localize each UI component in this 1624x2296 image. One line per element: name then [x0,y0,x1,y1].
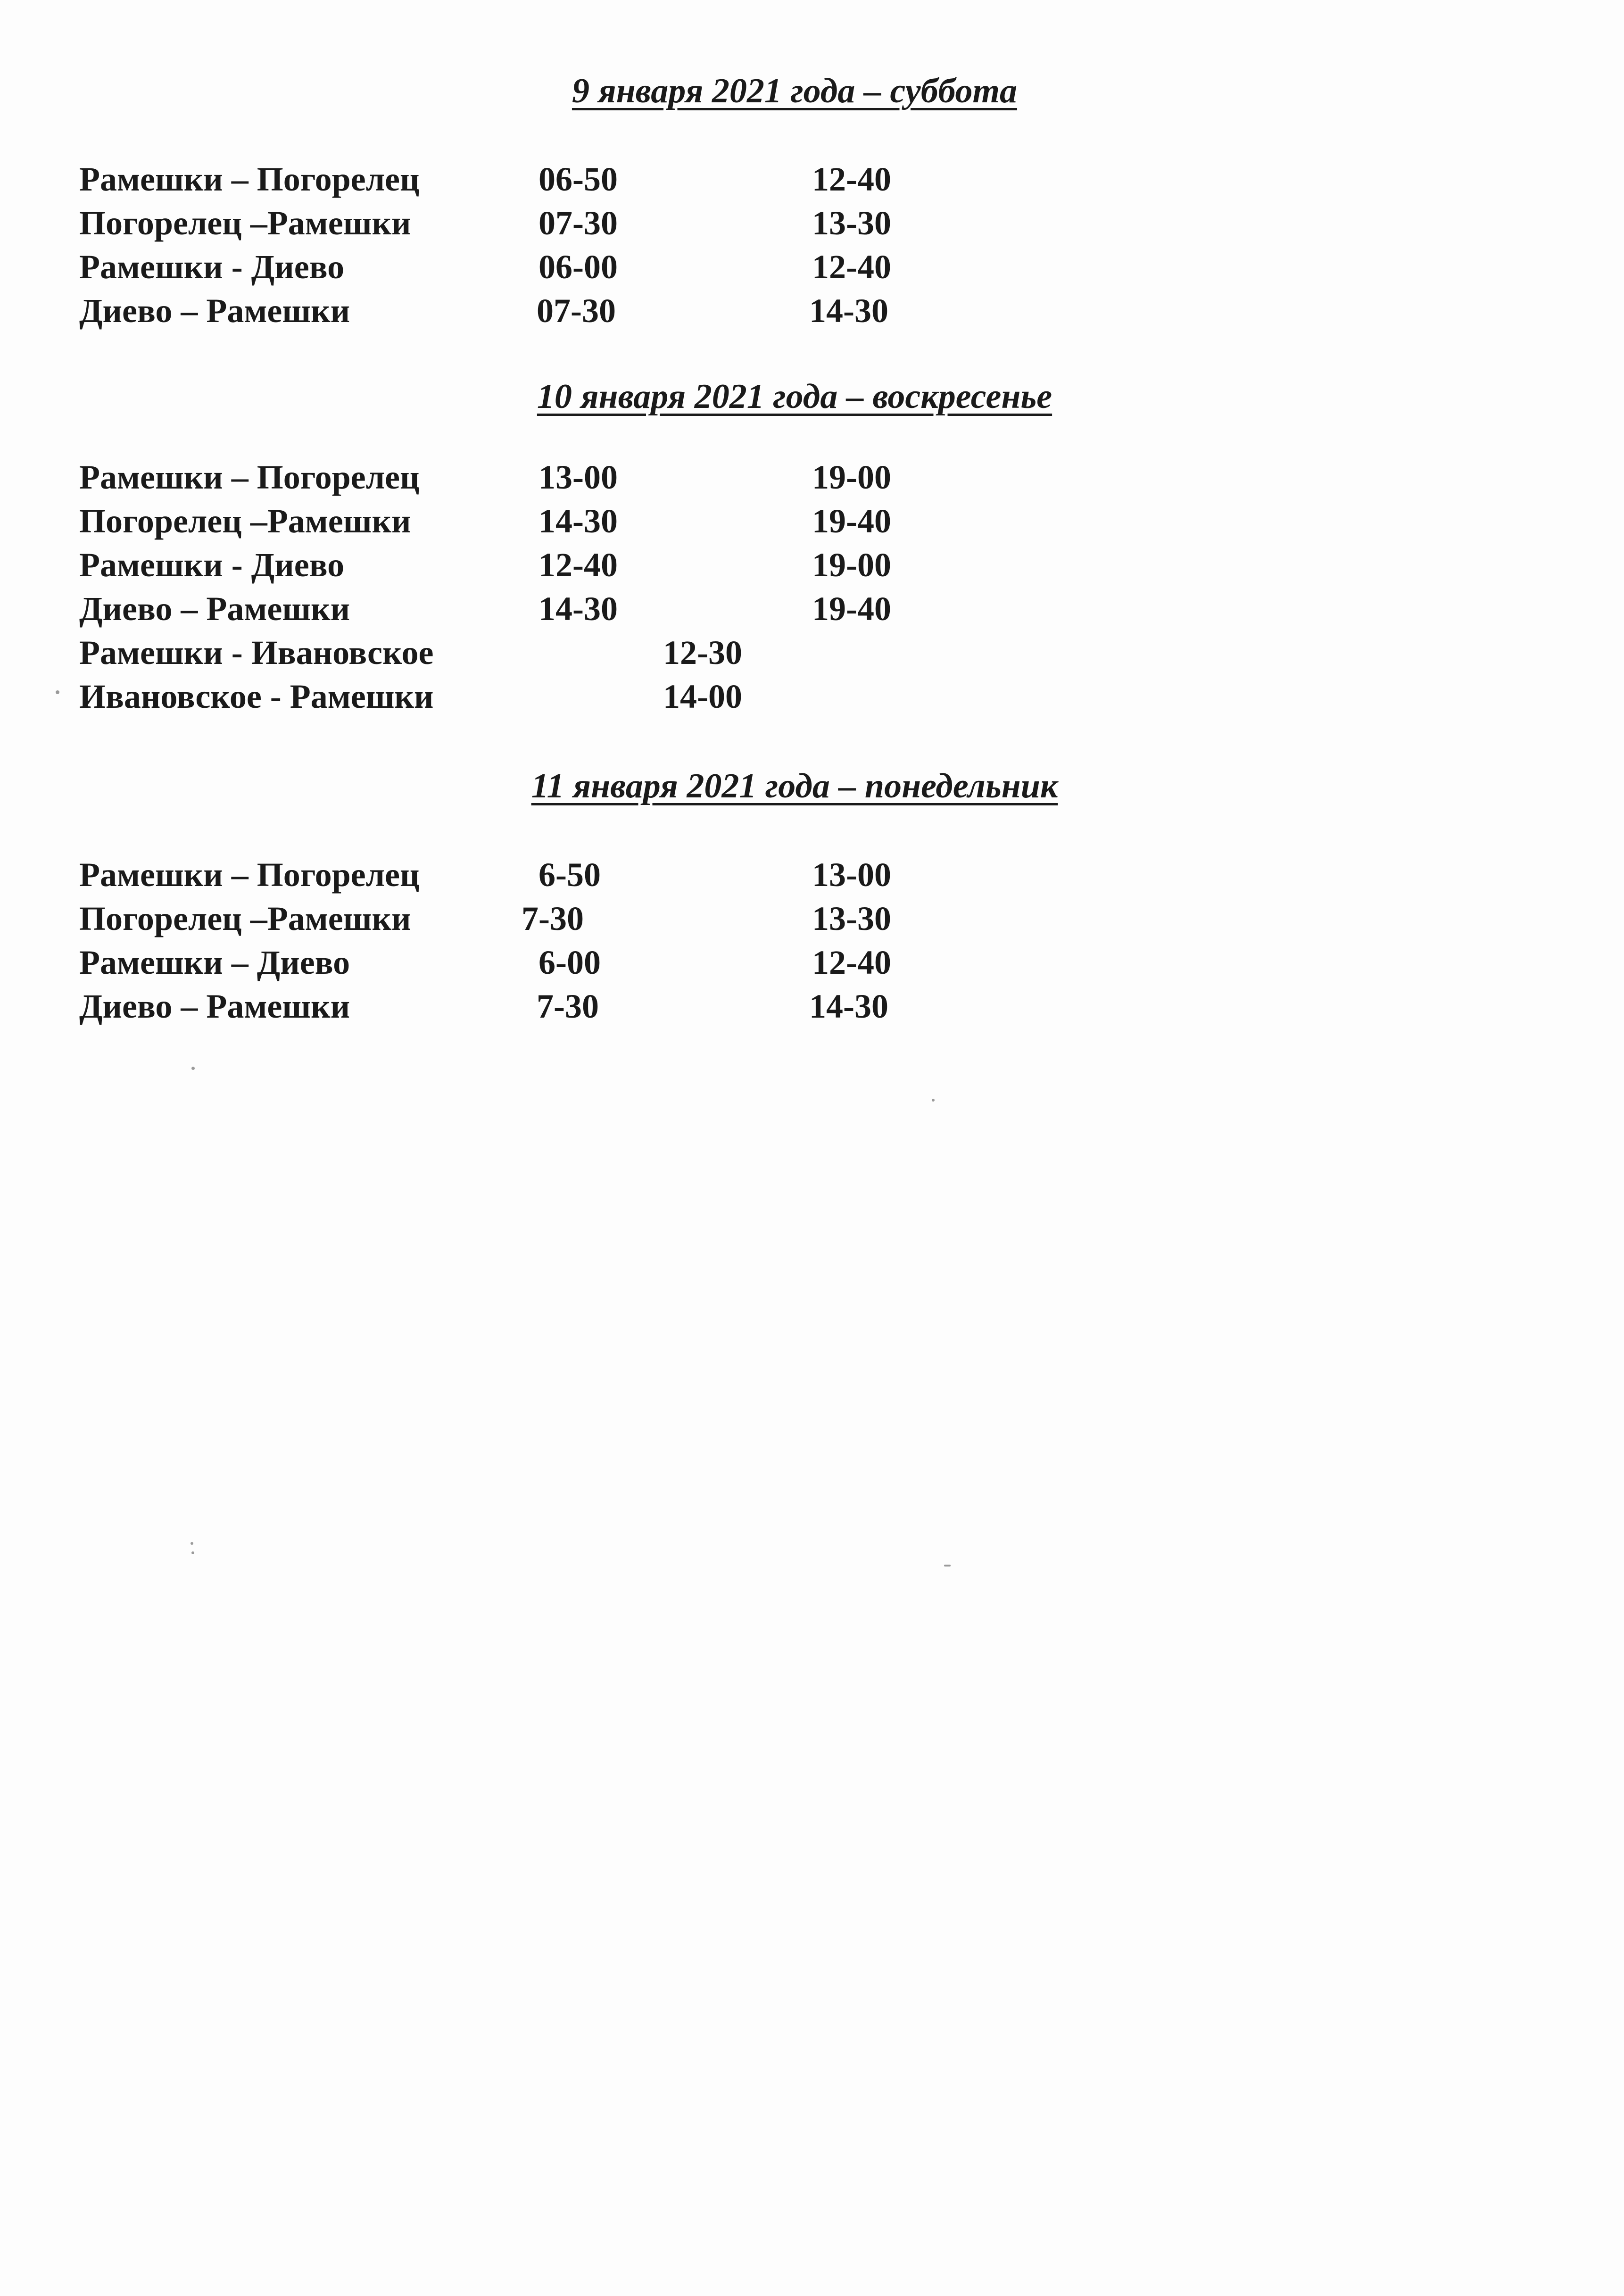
schedule-row [0,853,1624,897]
departure-time-1: 6-00 [539,944,601,981]
departure-time-1: 06-00 [539,248,618,286]
departure-time-2: 13-30 [812,900,891,937]
departure-time-1: 07-30 [537,292,616,330]
departure-time-2: 12-40 [812,248,891,286]
route-name: Диево – Рамешки [79,987,350,1025]
departure-time-1: 14-30 [539,502,618,540]
departure-time-2: 19-00 [812,546,891,584]
departure-time-2: 19-40 [812,590,891,628]
departure-time-1: 06-50 [539,160,618,198]
departure-time-2: 13-00 [812,856,891,894]
route-name: Рамешки - Диево [79,248,345,286]
section-heading-jan-9 [0,70,1589,112]
route-name: Рамешки – Диево [79,944,350,981]
route-name: Погорелец –Рамешки [79,502,411,540]
scan-speck [944,1565,951,1567]
route-name: Диево – Рамешки [79,292,350,330]
schedule-row [0,543,1624,587]
route-name: Рамешки - Диево [79,546,345,584]
schedule-row [0,985,1624,1028]
schedule-row [0,941,1624,985]
section-heading-text: 11 января 2021 года – понедельник [531,767,1058,805]
departure-time-1: 7-30 [537,987,599,1025]
departure-time-2: 13-30 [812,204,891,242]
schedule-row [0,201,1624,245]
section-heading-jan-11 [0,765,1589,807]
departure-time-2: 19-00 [812,458,891,496]
departure-time-1: 07-30 [539,204,618,242]
section-heading-text: 10 января 2021 года – воскресенье [537,377,1052,416]
route-name: Рамешки – Погорелец [79,160,420,198]
route-name: Диево – Рамешки [79,590,350,628]
schedule-row-single [0,631,1624,675]
scan-speck [191,1067,195,1070]
schedule-row-single [0,675,1624,719]
departure-time-2: 14-30 [809,292,888,330]
route-name: Рамешки - Ивановское [79,634,434,671]
route-name: Рамешки – Погорелец [79,856,420,894]
departure-time-2: 19-40 [812,502,891,540]
departure-time: 14-00 [663,678,742,715]
section-heading-jan-10 [0,375,1589,418]
schedule-row [0,499,1624,543]
schedule-row [0,897,1624,941]
schedule-row [0,289,1624,333]
scan-speck [56,690,59,694]
scan-speck [191,1551,194,1554]
scan-speck [932,1099,935,1102]
route-name: Рамешки – Погорелец [79,458,420,496]
scan-speck [191,1542,193,1545]
route-name: Погорелец –Рамешки [79,900,411,937]
departure-time-1: 14-30 [539,590,618,628]
departure-time-1: 7-30 [522,900,584,937]
schedule-row [0,245,1624,289]
departure-time-2: 12-40 [812,944,891,981]
departure-time-1: 13-00 [539,458,618,496]
route-name: Ивановское - Рамешки [79,678,434,715]
schedule-row [0,587,1624,631]
schedule-row [0,157,1624,201]
section-heading-text: 9 января 2021 года – суббота [572,72,1018,110]
schedule-row [0,456,1624,499]
route-name: Погорелец –Рамешки [79,204,411,242]
departure-time: 12-30 [663,634,742,671]
departure-time-2: 12-40 [812,160,891,198]
departure-time-1: 6-50 [539,856,601,894]
departure-time-1: 12-40 [539,546,618,584]
departure-time-2: 14-30 [809,987,888,1025]
